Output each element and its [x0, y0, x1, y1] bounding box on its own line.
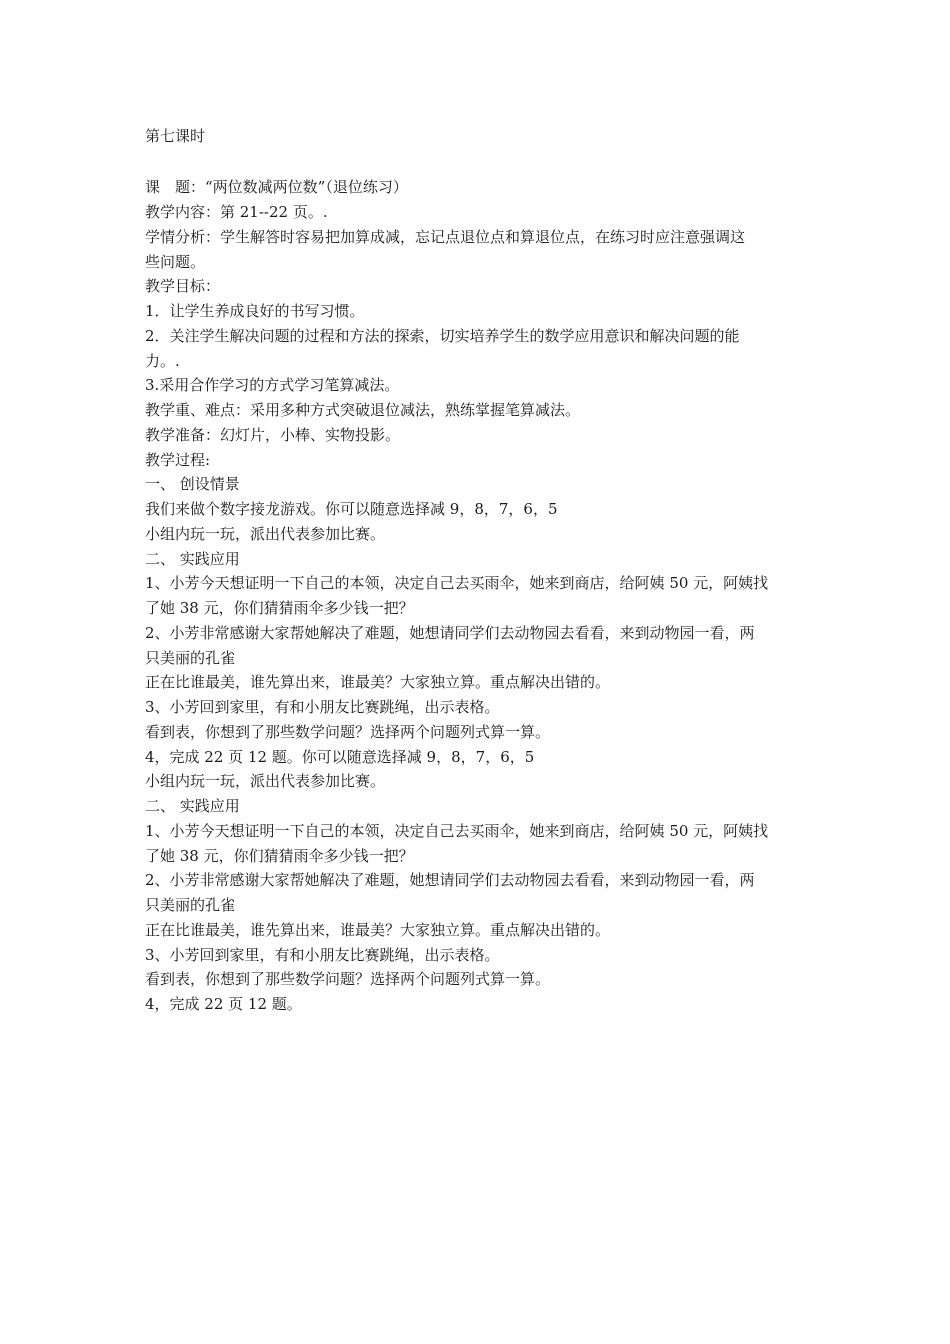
text-line: 了她 38 元，你们猜猜雨伞多少钱一把？ — [145, 599, 414, 617]
text-line: 1、小芳今天想证明一下自己的本领，决定自己去买雨伞，她来到商店，给阿姨 50 元，阿姨找 — [145, 574, 769, 592]
text-line: 3、小芳回到家里，有和小朋友比赛跳绳，出示表格。 — [145, 946, 500, 964]
text-line: 3、小芳回到家里，有和小朋友比赛跳绳，出示表格。 — [145, 698, 500, 716]
text-line: 教学准备：幻灯片，小棒、实物投影。 — [145, 426, 401, 444]
text-line: 2、小芳非常感谢大家帮她解决了难题，她想请同学们去动物园去看看，来到动物园一看，两 — [145, 871, 755, 889]
text-line: 只美丽的孔雀 — [145, 649, 236, 667]
text-line: 力。. — [145, 352, 180, 370]
text-line: 课 题：“两位数减两位数”（退位练习） — [145, 178, 408, 196]
lesson-heading: 第七课时 — [145, 127, 206, 145]
text-line: 正在比谁最美，谁先算出来，谁最美？大家独立算。重点解决出错的。 — [145, 673, 611, 691]
text-line: 看到表，你想到了那些数学问题？选择两个问题列式算一算。 — [145, 970, 551, 988]
text-line: 小组内玩一玩，派出代表参加比赛。 — [145, 772, 386, 790]
text-line: 2．关注学生解决问题的过程和方法的探索，切实培养学生的数学应用意识和解决问题的能 — [145, 327, 740, 345]
text-line: 看到表，你想到了那些数学问题？选择两个问题列式算一算。 — [145, 723, 551, 741]
text-line: 教学过程: — [145, 451, 211, 469]
section-heading: 二、 实践应用 — [145, 550, 240, 568]
text-line: 2、小芳非常感谢大家帮她解决了难题，她想请同学们去动物园去看看，来到动物园一看，两 — [145, 624, 755, 642]
text-line: 教学目标： — [145, 277, 221, 295]
section-heading: 一、 创设情景 — [145, 475, 240, 493]
text-line: 1、小芳今天想证明一下自己的本领，决定自己去买雨伞，她来到商店，给阿姨 50 元，阿姨找 — [145, 822, 769, 840]
text-line: 我们来做个数字接龙游戏。你可以随意选择减 9，8，7，6，5 — [145, 500, 558, 518]
text-line: 只美丽的孔雀 — [145, 896, 236, 914]
text-line: 3.采用合作学习的方式学习笔算减法。 — [145, 376, 400, 394]
text-line: 1．让学生养成良好的书写习惯。 — [145, 302, 365, 320]
text-line: 小组内玩一玩，派出代表参加比赛。 — [145, 525, 386, 543]
text-line: 了她 38 元，你们猜猜雨伞多少钱一把？ — [145, 847, 414, 865]
text-line: 教学重、难点：采用多种方式突破退位减法，熟练掌握笔算减法。 — [145, 401, 581, 419]
text-line: 些问题。 — [145, 253, 206, 271]
text-line: 学情分析：学生解答时容易把加算成减，忘记点退位点和算退位点，在练习时应注意强调这 — [145, 228, 746, 246]
text-line: 4，完成 22 页 12 题。你可以随意选择减 9，8，7，6，5 — [145, 748, 535, 766]
text-line: 教学内容：第 21--22 页。. — [145, 203, 328, 221]
text-line: 4，完成 22 页 12 题。 — [145, 995, 302, 1013]
text-line: 正在比谁最美，谁先算出来，谁最美？大家独立算。重点解决出错的。 — [145, 921, 611, 939]
section-heading: 二、 实践应用 — [145, 797, 240, 815]
